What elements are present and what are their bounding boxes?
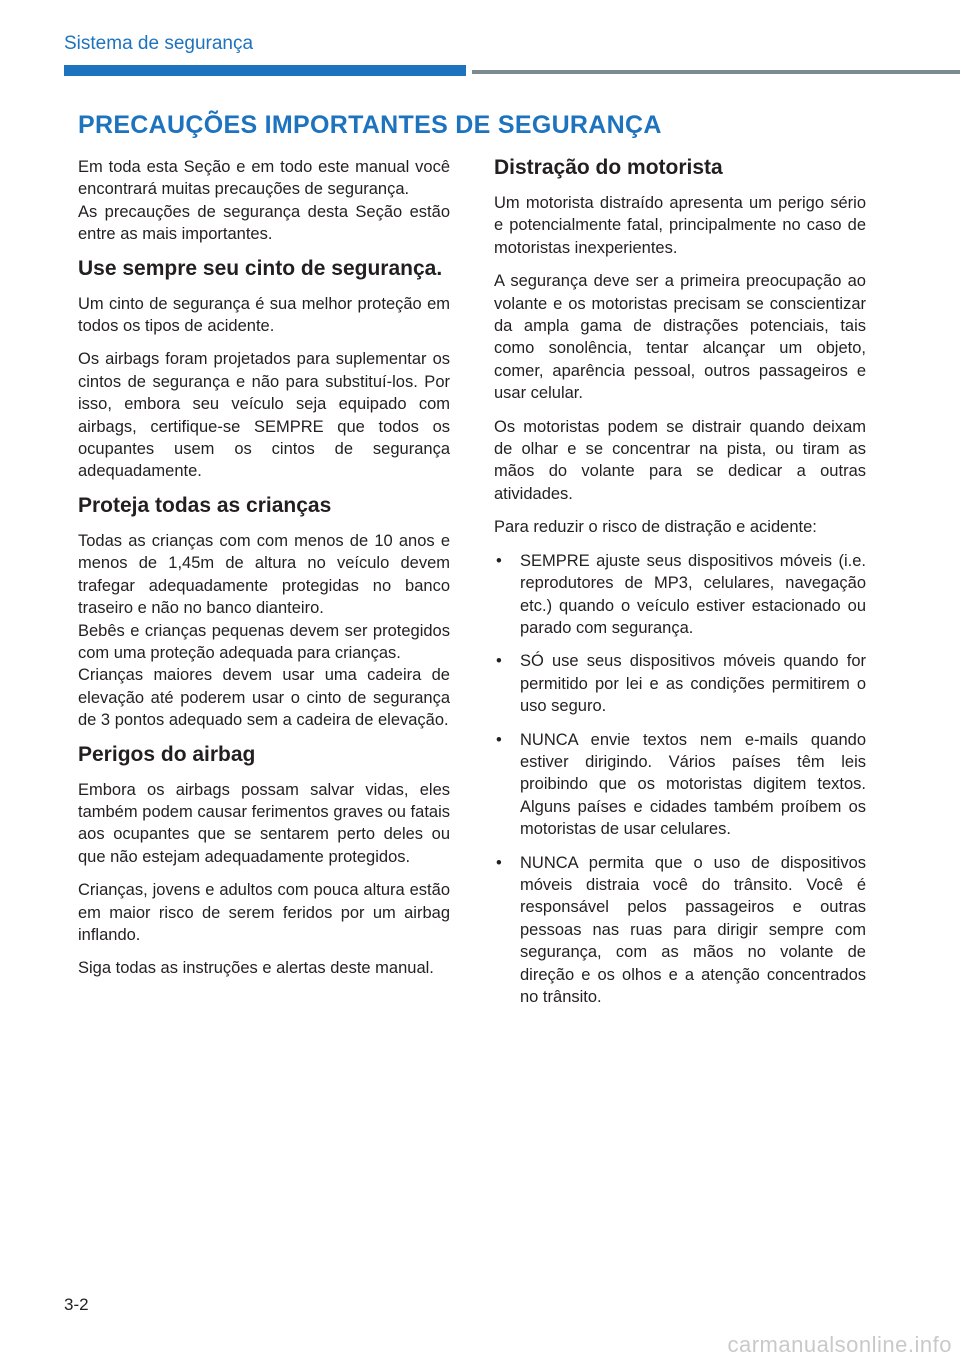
- bullet-item: • NUNCA envie textos nem e-mails quando estiver dirigindo. Vários países têm leis proibindo que os motoristas digitem textos. Alguns países e cidades também proíbem os motoristas de usar celulares.: [494, 729, 866, 841]
- distraction-paragraph-2: A segurança deve ser a primeira preocupação ao volante e os motoristas precisam se conscientizar da ampla gama de distrações potenciais, tais como sonolência, tentar alcançar um objeto, comer, aparência pessoal, outros passageiros e usar celular.: [494, 272, 866, 403]
- seatbelt-paragraph-1: Um cinto de segurança é sua melhor proteção em todos os tipos de acidente.: [78, 294, 450, 336]
- distraction-bullet-list: [494, 550, 866, 1009]
- distraction-heading: Distração do motorista: [494, 156, 723, 179]
- distraction-paragraph-1: Um motorista distraído apresenta um perigo sério e potencialmente fatal, principalmente no caso de motoristas inexperientes.: [494, 194, 866, 257]
- page-number: 3-2: [64, 1295, 89, 1314]
- intro-paragraph: Em toda esta Seção e em todo este manual você encontrará muitas precauções de segurança. As precauções de segurança desta Seção estão entre as mais importantes.: [78, 158, 450, 244]
- header-rule-gray: [472, 70, 960, 74]
- children-paragraph: Todas as crianças com com menos de 10 anos e menos de 1,45m de altura no veículo devem trafegar adequadamente protegidas no banco traseiro e não no banco dianteiro. Bebês e crianças pequenas devem ser protegidos com uma proteção adequada para crianças. Crianças maiores devem usar uma cadeira de elevação até poderem usar o cinto de segurança de 3 pontos adequado sem a cadeira de elevação.: [78, 531, 450, 730]
- airbag-paragraph-3: Siga todas as instruções e alertas deste manual.: [78, 959, 434, 978]
- main-heading: PRECAUÇÕES IMPORTANTES DE SEGURANÇA: [78, 111, 662, 139]
- section-title: Sistema de segurança: [64, 33, 254, 54]
- airbag-paragraph-2: Crianças, jovens e adultos com pouca altura estão em maior risco de serem feridos por um airbag inflando.: [78, 881, 450, 944]
- bullet-item: • SÓ use seus dispositivos móveis quando for permitido por lei e as condições permitirem o uso seguro.: [494, 650, 866, 717]
- left-column: [78, 156, 450, 991]
- distraction-paragraph-3: Os motoristas podem se distrair quando deixam de olhar e se concentrar na pista, ou tiram as mãos do volante para se dedicar a outras atividades.: [494, 417, 866, 503]
- bullet-item: • SEMPRE ajuste seus dispositivos móveis (i.e. reprodutores de MP3, celulares, navegação etc.) quando o veículo estiver estacionado ou parado com segurança.: [494, 550, 866, 640]
- seatbelt-paragraph-2: Os airbags foram projetados para suplementar os cintos de segurança e não para substituí-los. Por isso, embora seu veículo seja equipado com airbags, certifique-se SEMPRE que todos os ocupantes usem os cintos de segurança adequadamente.: [78, 350, 450, 481]
- airbag-heading: Perigos do airbag: [78, 742, 256, 766]
- watermark: carmanualsonline.info: [727, 1332, 952, 1357]
- distraction-paragraph-4: Para reduzir o risco de distração e acidente:: [494, 518, 817, 537]
- seatbelt-heading: Use sempre seu cinto de segurança.: [78, 256, 443, 280]
- airbag-paragraph-1: Embora os airbags possam salvar vidas, eles também podem causar ferimentos graves ou fatais aos ocupantes que se sentarem perto deles ou que não estejam adequadamente protegidos.: [78, 780, 450, 866]
- bullet-item: • NUNCA permita que o uso de dispositivos móveis distraia você do trânsito. Você é responsável pelos passageiros e outras pessoas nas ruas para dirigir sempre com segurança, com as mãos no volante de direção e os olhos e a atenção concentrados no trânsito.: [494, 852, 866, 1009]
- header-rule-blue: [64, 65, 466, 76]
- right-column: [494, 156, 866, 1019]
- children-heading: Proteja todas as crianças: [78, 493, 332, 517]
